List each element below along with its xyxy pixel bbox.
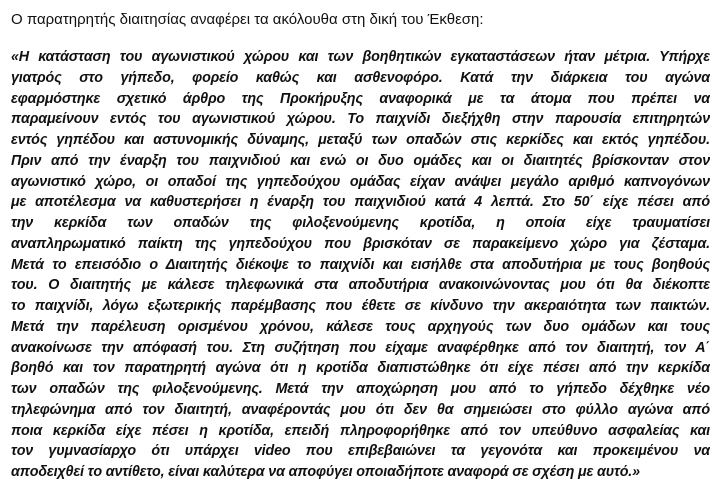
quote-line: εντός γηπέδου και αστυνομικής δύναμης, μεταξύ των οπαδών στις κερκίδες και εκτός γηπέδου. — [11, 132, 710, 148]
quote-line: του. Ο διαιτητής με κάλεσε τηλεφωνικά στα αποδυτήρια ανακοινώνοντας μου ότι θα διέκοπτε — [11, 277, 710, 294]
quote-line: εφαρμόστηκε σχετικό άρθρο της Προκήρυξης αναφορικά με τα άτομα που πρέπει να — [11, 90, 710, 107]
quote-line: τον γυμνασίαρχο ότι υπάρχει video που επιβεβαιώνει τα γεγονότα και προκειμένου να — [11, 443, 710, 460]
quote-line: Μετά το επεισόδιο ο Διαιτητής διέκοψε το παιχνίδι και εισήλθε στα αποδυτήρια με τους βοηθούς — [11, 256, 710, 273]
intro-paragraph: Ο παρατηρητής διαιτησίας αναφέρει τα ακόλουθα στη δική του Έκθεση: — [11, 11, 484, 28]
quote-line: ποια κερκίδα είχε πέσει η κροτίδα, επειδή πληροφορήθηκε από τον υπεύθυνο ασφαλείας και — [11, 422, 710, 439]
quote-line: το παιχνίδι, λόγω εξωτερικής παρέμβασης που έθετε σε κίνδυνο την ακεραιότητα των παικτών. — [11, 298, 710, 314]
quote-line: την κερκίδα των οπαδών της φιλοξενούμενης κροτίδα, η οποία είχε τραυματίσει — [11, 215, 710, 231]
quote-line: «Η κατάσταση του αγωνιστικού χώρου και των βοηθητικών εγκαταστάσεων ήταν μέτρια. Υπήρχε — [11, 49, 710, 65]
quote-line: γιατρός στο γήπεδο, φορείο καθώς και ασθενοφόρο. Κατά την διάρκεια του αγώνα — [11, 69, 710, 86]
quote-line: αναπληρωματικό παίκτη της γηπεδούχου που βρισκόταν σε παρακείμενο χώρο για ζέσταμα. — [11, 235, 710, 252]
quote-line: βοηθό και τον παρατηρητή αγώνα ότι η κροτίδα διαπιστώθηκε ότι είχε πέσει από την κερκίδα — [11, 360, 710, 377]
quote-line: ανακοίνωσε την απόφασή του. Στη συζήτηση που είχαμε αναφέρθηκε από τον διαιτητή, τον Α΄ — [11, 339, 710, 356]
quote-line: με αποτέλεσμα να καθυστερήσει η έναρξη του παιχνιδιού κατά 4 λεπτά. Στο 50΄ είχε πέσει από — [11, 194, 710, 211]
quote-line: των οπαδών της φιλοξενούμενης. Μετά την αποχώρηση μου από το γήπεδο δέχθηκε νέο — [11, 381, 710, 397]
quote-line: Πριν από την έναρξη του παιχνιδιού και ενώ οι δυο ομάδες και οι διαιτητές βρίσκονταν στον — [11, 152, 710, 169]
quoted-report — [11, 47, 710, 483]
quote-line: παραμείνουν εντός του αγωνιστικού χώρου. Το παιχνίδι διεξήχθη στην παρουσία επιτηρητών — [11, 111, 710, 128]
quote-line: Μετά την παρέλευση ορισμένου χρόνου, κάλεσε τους αρχηγούς των δυο ομάδων και τους — [11, 318, 710, 335]
quote-line: αποδειχθεί το αντίθετο, είναι καλύτερα να αποφύγει οποιαδήποτε αναφορά σε σχέση με αυτό.» — [11, 464, 640, 480]
quote-line: τηλεφώνημα από τον διαιτητή, αναφέροντάς μου ότι δεν θα σημειώσει στο φύλλο αγώνα από — [11, 401, 710, 418]
quote-line: αγωνιστικό χώρο, οι οπαδοί της γηπεδούχου ομάδας είχαν ανάψει μεγάλο αριθμό καπνογόνων — [11, 173, 710, 190]
